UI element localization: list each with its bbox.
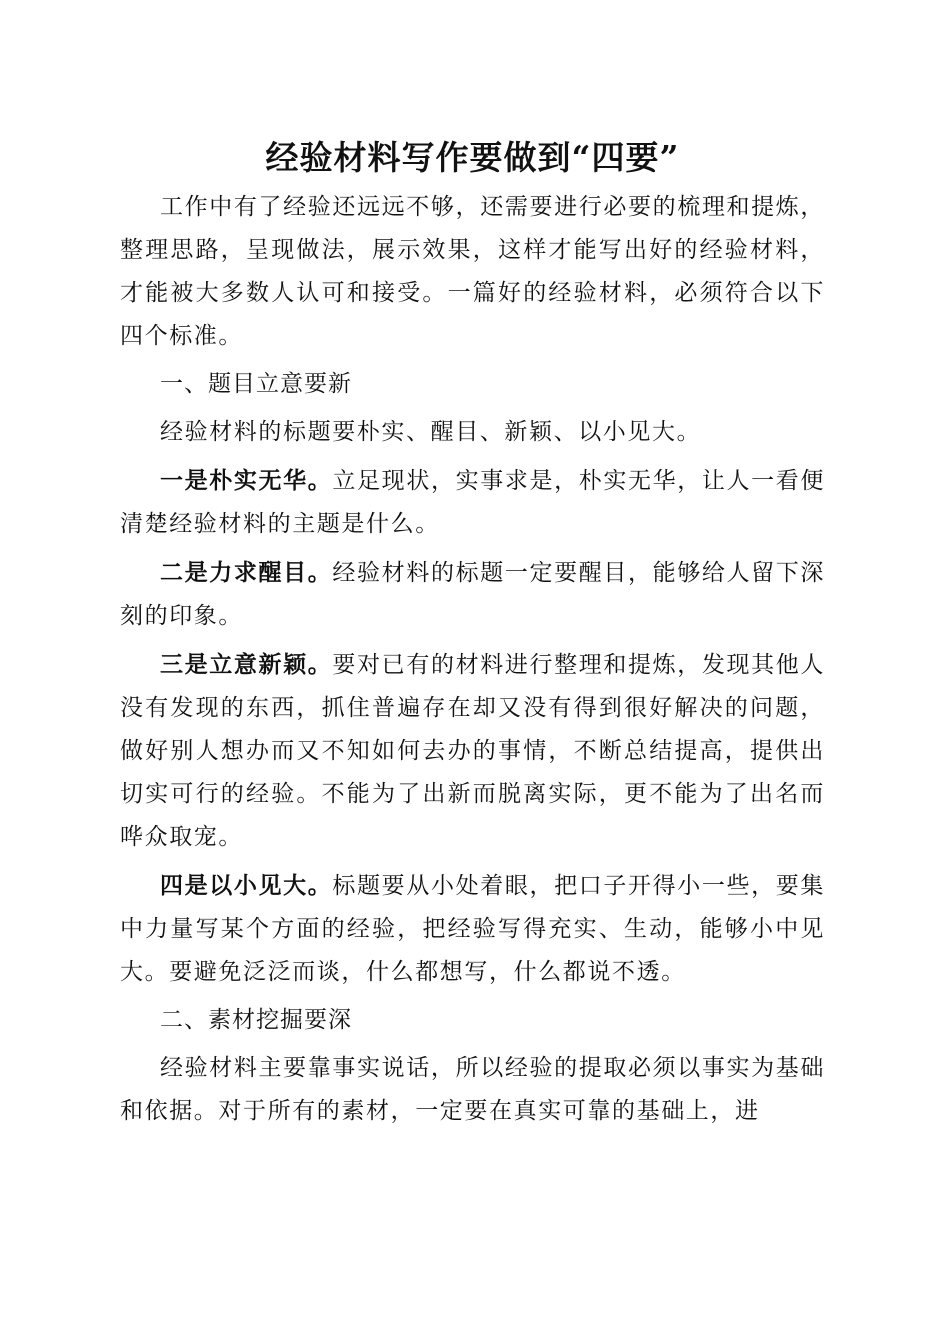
point-3-paragraph <box>120 643 825 859</box>
point-3-text: 要对已有的材料进行整理和提炼，发现其他人没有发现的东西，抓住普遍存在却又没有得到很好解决的问题，做好别人想办而又不知如何去办的事情，不断总结提高，提供出切实可行的经验。不能为了出新而脱离实际，更不能为了出名而哗众取宠。 <box>120 652 826 850</box>
document-title: 经验材料写作要做到“四要” <box>265 138 680 177</box>
section-2-paragraph: 经验材料主要靠事实说话，所以经验的提取必须以事实为基础和依据。对于所有的素材，一定要在真实可靠的基础上，进 <box>120 1055 825 1124</box>
point-1-lead: 一是朴实无华。 <box>160 467 333 494</box>
point-4-lead: 四是以小见大。 <box>160 872 333 899</box>
point-4-text: 标题要从小处着眼，把口子开得小一些，要集中力量写某个方面的经验，把经验写得充实、生动，能够小中见大。要避免泛泛而谈，什么都想写，什么都说不透。 <box>120 873 826 985</box>
point-1-text: 立足现状，实事求是，朴实无华，让人一看便清楚经验材料的主题是什么。 <box>120 468 826 537</box>
point-2-text: 经验材料的标题一定要醒目，能够给人留下深刻的印象。 <box>120 560 826 629</box>
section-1-heading: 一、题目立意要新 <box>160 371 352 397</box>
section-1-summary: 经验材料的标题要朴实、醒目、新颖、以小见大。 <box>160 419 702 445</box>
document-page <box>120 130 825 1138</box>
point-3-lead: 三是立意新颖。 <box>160 651 333 678</box>
point-4-paragraph <box>120 864 825 994</box>
intro-paragraph: 工作中有了经验还远远不够，还需要进行必要的梳理和提炼，整理思路，呈现做法，展示效果，这样才能写出好的经验材料，才能被大多数人认可和接受。一篇好的经验材料，必须符合以下四个标准。 <box>120 194 825 349</box>
point-2-lead: 二是力求醒目。 <box>160 559 333 586</box>
point-1-paragraph <box>120 459 825 546</box>
point-2-paragraph <box>120 551 825 638</box>
section-2-heading: 二、素材挖掘要深 <box>160 1007 352 1033</box>
